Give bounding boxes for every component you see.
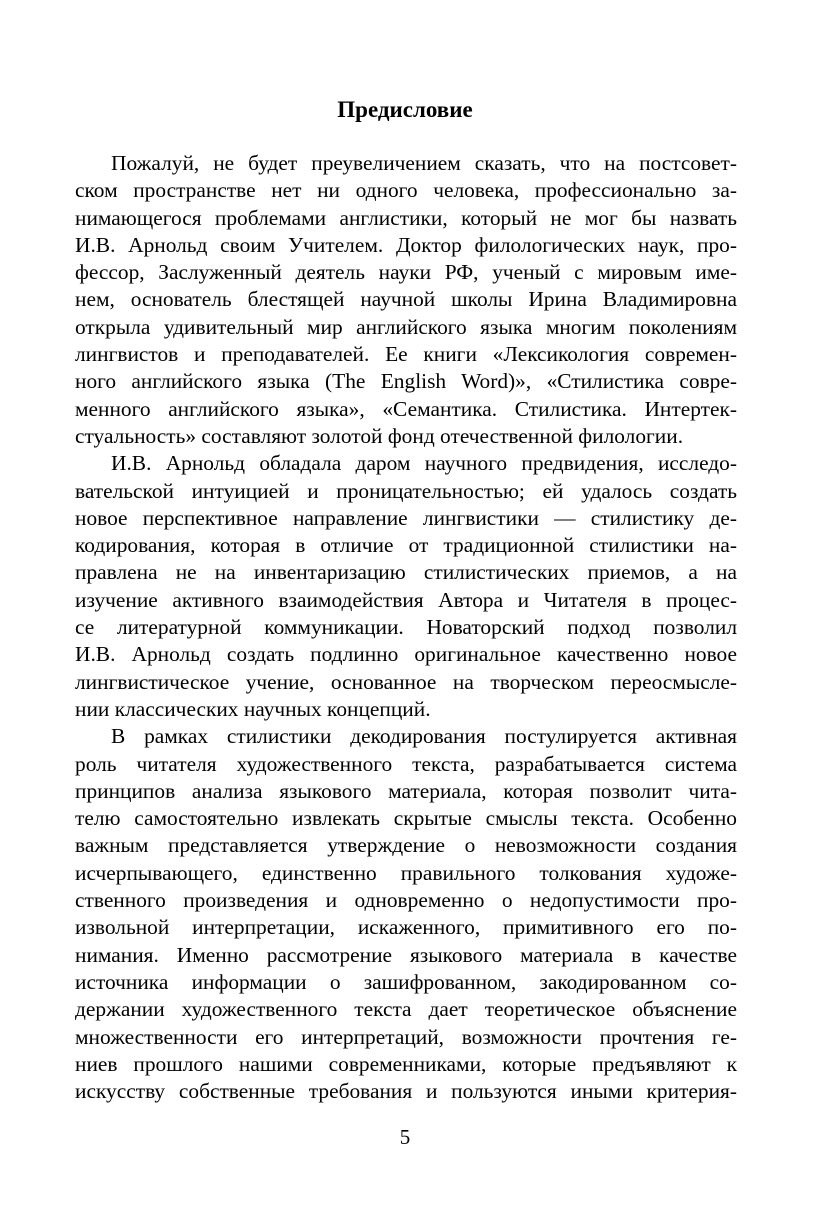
text-line: лингвистическое учение, основанное на творческом переосмысле- xyxy=(75,669,737,694)
text-line: Пожалуй, не будет преувеличением сказать, что на постсовет- xyxy=(111,151,737,175)
text-line: ском пространстве нет ни одного человека, профессионально за- xyxy=(75,178,737,203)
text-line: искусству собственные требования и пользуются иными критерия- xyxy=(75,1079,737,1104)
text-line: ниев прошлого нашими современниками, которые предъявляют к xyxy=(75,1051,737,1076)
text-line: множественности его интерпретаций, возможности прочтения ге- xyxy=(75,1024,737,1049)
text-line: телю самостоятельно извлекать скрытые смыслы текста. Особенно xyxy=(75,806,737,831)
text-line: новое перспективное направление лингвистики — стилистику де- xyxy=(75,505,737,530)
text-line: извольной интерпретации, искаженного, примитивного его по- xyxy=(75,915,737,940)
text-line: се литературной коммуникации. Новаторский подход позволил xyxy=(75,615,737,640)
text-line: нимания. Именно рассмотрение языкового материала в качестве xyxy=(75,942,737,967)
text-line: исчерпывающего, единственно правильного толкования художе- xyxy=(75,860,737,885)
text-line: И.В. Арнольд обладала даром научного предвидения, исследо- xyxy=(111,451,737,476)
page-number: 5 xyxy=(399,1125,411,1149)
text-line: принципов анализа языкового материала, которая позволит чита- xyxy=(75,778,737,803)
text-line: важным представляется утверждение о невозможности создания xyxy=(75,833,737,858)
text-line: И.В. Арнольд создать подлинно оригинальное качественно новое xyxy=(75,642,737,667)
text-line: лингвистов и преподавателей. Ее книги «Лексикология современ- xyxy=(75,342,737,367)
text-line: кодирования, которая в отличие от традиционной стилистики на- xyxy=(75,533,737,558)
text-line: правлена не на инвентаризацию стилистических приемов, а на xyxy=(75,560,737,585)
text-line: ственного произведения и одновременно о недопустимости про- xyxy=(75,888,737,913)
body-text xyxy=(75,150,737,1105)
text-line: И.В. Арнольд своим Учителем. Доктор филологических наук, про- xyxy=(75,232,737,257)
text-line: стуальность» составляют золотой фонд отечественной филологии. xyxy=(75,423,684,448)
text-line: держании художественного текста дает теоретическое объяснение xyxy=(75,997,737,1022)
text-line: вательской интуицией и проницательностью; ей удалось создать xyxy=(75,478,737,503)
text-line: менного английского языка», «Семантика. Стилистика. Интертек- xyxy=(75,396,737,421)
text-line: нии классических научных концепций. xyxy=(75,696,431,721)
text-line: нем, основатель блестящей научной школы Ирина Владимировна xyxy=(75,287,737,312)
text-line: фессор, Заслуженный деятель науки РФ, ученый с мировым име- xyxy=(75,260,737,285)
text-line: изучение активного взаимодействия Автора и Читателя в процес- xyxy=(75,587,737,612)
text-line: ного английского языка (The English Word)», «Стилистика совре- xyxy=(75,369,737,394)
text-line: роль читателя художественного текста, разрабатывается система xyxy=(75,751,737,776)
text-line: В рамках стилистики декодирования постулируется активная xyxy=(111,724,737,749)
text-line: источника информации о зашифрованном, закодированном со- xyxy=(75,969,737,994)
page-title: Предисловие xyxy=(337,97,473,122)
text-line: нимающегося проблемами англистики, который не мог бы назвать xyxy=(75,205,737,230)
text-line: открыла удивительный мир английского языка многим поколениям xyxy=(75,314,737,339)
